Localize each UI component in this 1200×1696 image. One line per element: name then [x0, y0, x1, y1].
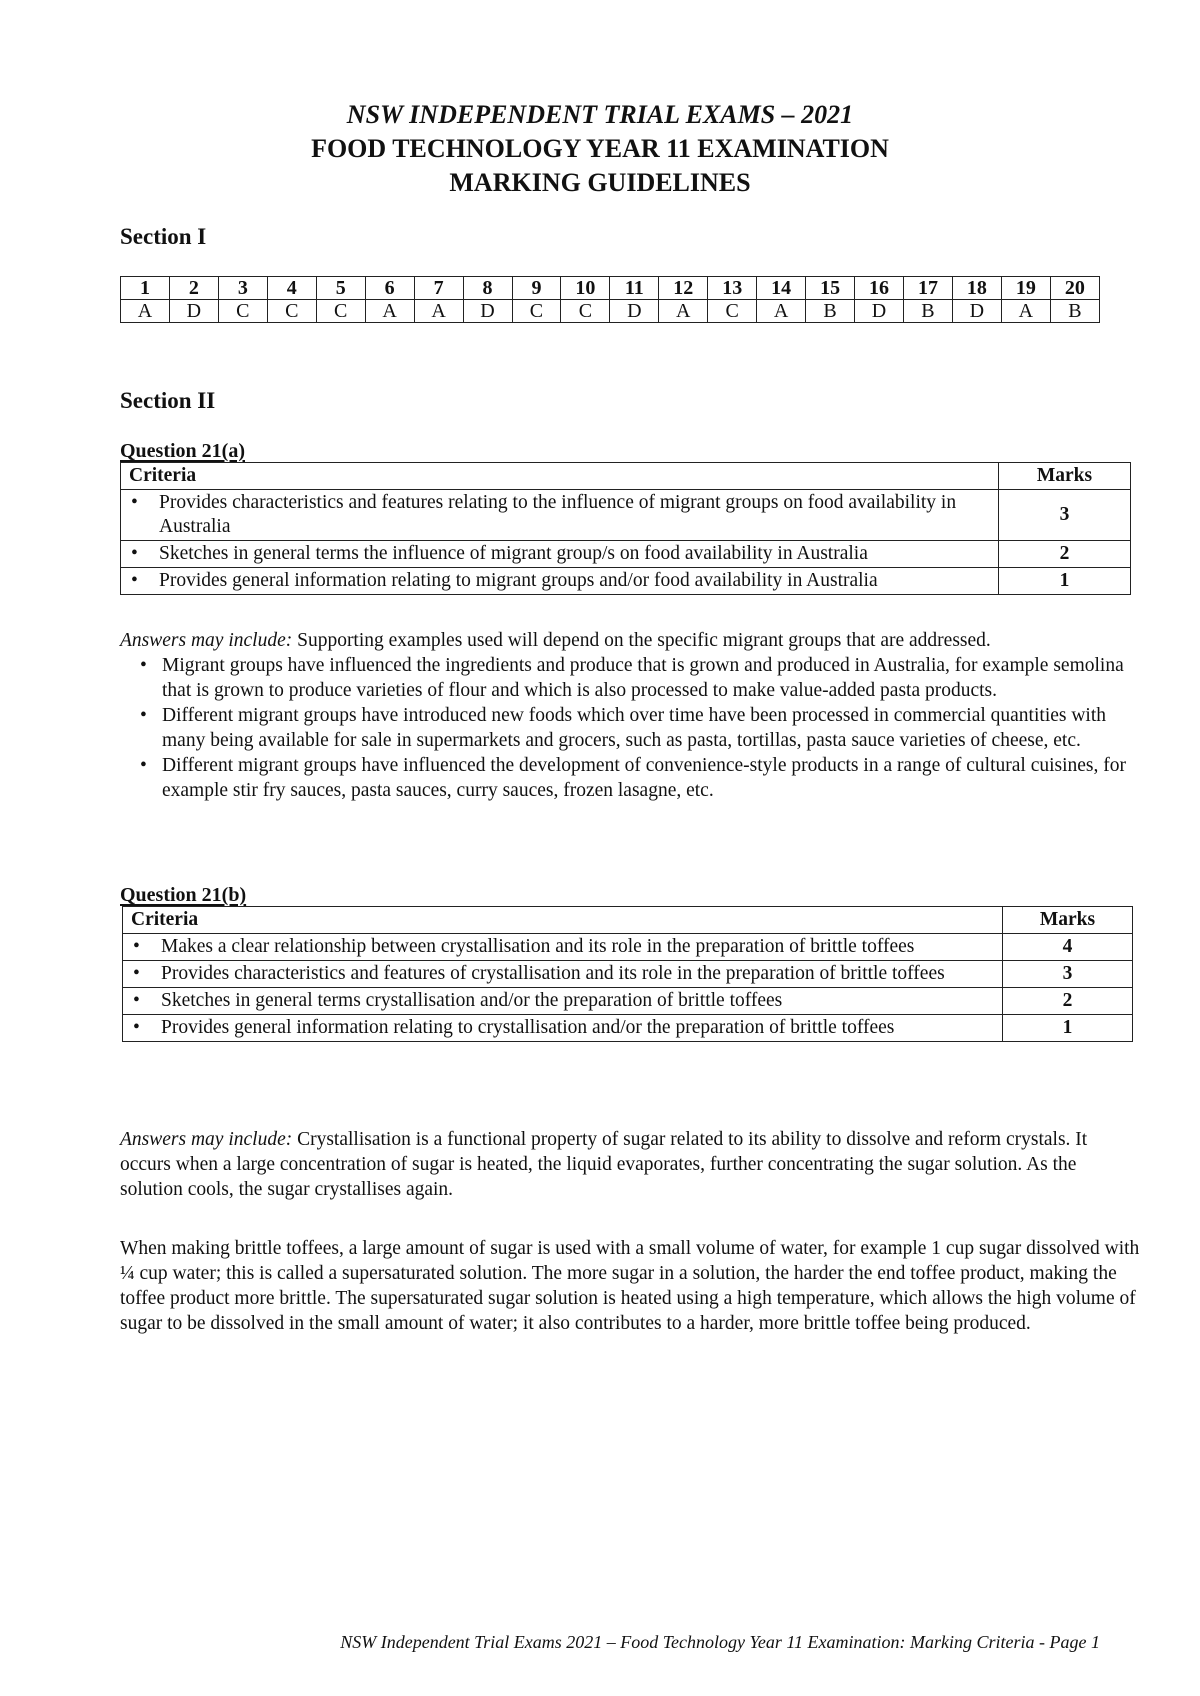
- criteria-cell: [123, 988, 1003, 1015]
- question-21a-label: Question 21(a): [120, 440, 245, 462]
- answer-cell: A: [1001, 300, 1050, 323]
- question-21b-paragraph: When making brittle toffees, a large amount of sugar is used with a small volume of water, for example 1 cup sugar dissolved with ¼ cup water; this is called a supersaturated solution. The more sugar in a solution, the harder the end toffee product, making the toffee product more brittle. The supersaturated sugar solution is heated using a high temperature, which allows the high volume of sugar to be dissolved in the small amount of water; it also contributes to a harder, more brittle toffee being produced.: [120, 1238, 1140, 1334]
- answer-cell: C: [218, 300, 267, 323]
- question-number-cell: 20: [1050, 277, 1099, 300]
- answer-cell: D: [463, 300, 512, 323]
- answer-point-text: Migrant groups have influenced the ingredients and produce that is grown and produced in Australia, for example semolina that is grown to produce varieties of flour and which is also processed to make value-added pasta products.: [162, 655, 1124, 701]
- criteria-row: [121, 541, 1131, 568]
- bullet-icon: •: [140, 655, 147, 676]
- question-21a-answers-intro: [120, 628, 1130, 653]
- criteria-item: [129, 542, 990, 566]
- question-number-cell: 6: [365, 277, 414, 300]
- criteria-cell: [123, 934, 1003, 961]
- marks-cell: 1: [999, 568, 1131, 595]
- section-1-heading: Section I: [120, 224, 207, 249]
- question-number-cell: 13: [708, 277, 757, 300]
- answer-cell: D: [855, 300, 904, 323]
- answer-cell: B: [1050, 300, 1099, 323]
- question-number-cell: 2: [169, 277, 218, 300]
- marks-cell: 2: [999, 541, 1131, 568]
- question-21a-criteria-table: [120, 462, 1131, 595]
- criteria-cell: [123, 1015, 1003, 1042]
- question-number-cell: 5: [316, 277, 365, 300]
- question-21a-answer-points: [120, 653, 1130, 803]
- bullet-icon: •: [133, 936, 140, 957]
- criteria-item: [129, 569, 990, 593]
- criteria-row: [121, 490, 1131, 541]
- criteria-item: [131, 962, 994, 986]
- answer-cell: D: [952, 300, 1001, 323]
- bullet-icon: •: [133, 963, 140, 984]
- marks-header: Marks: [1003, 907, 1133, 934]
- question-21b-criteria-table: [122, 906, 1133, 1042]
- bullet-icon: •: [131, 543, 138, 564]
- bullet-icon: •: [133, 990, 140, 1011]
- answer-point-text: Different migrant groups have influenced the development of convenience-style products in a range of cultural cuisines, for example stir fry sauces, pasta sauces, curry sauces, frozen lasagne, etc.: [162, 755, 1127, 801]
- header-line-exam: NSW INDEPENDENT TRIAL EXAMS – 2021: [346, 100, 854, 129]
- answer-cell: B: [806, 300, 855, 323]
- question-number-cell: 17: [904, 277, 953, 300]
- marks-cell: 4: [1003, 934, 1133, 961]
- answer-cell: A: [365, 300, 414, 323]
- answer-cell: A: [121, 300, 170, 323]
- criteria-text: Provides general information relating to crystallisation and/or the preparation of brittle toffees: [161, 1017, 895, 1038]
- bullet-icon: •: [140, 705, 147, 726]
- answer-cell: C: [267, 300, 316, 323]
- criteria-row: [121, 568, 1131, 595]
- criteria-item: [131, 935, 994, 959]
- answer-cell: C: [316, 300, 365, 323]
- question-number-cell: 15: [806, 277, 855, 300]
- answer-row: [121, 300, 1100, 323]
- question-number-cell: 18: [952, 277, 1001, 300]
- question-number-cell: 4: [267, 277, 316, 300]
- question-21b-label: Question 21(b): [120, 884, 247, 906]
- answers-intro-text: Supporting examples used will depend on the specific migrant groups that are addressed.: [292, 630, 991, 651]
- answer-cell: A: [414, 300, 463, 323]
- criteria-text: Makes a clear relationship between crystallisation and its role in the preparation of brittle toffees: [161, 936, 915, 957]
- answer-cell: C: [512, 300, 561, 323]
- criteria-text: Sketches in general terms crystallisation and/or the preparation of brittle toffees: [161, 990, 783, 1011]
- question-number-cell: 10: [561, 277, 610, 300]
- criteria-item: [131, 1016, 994, 1040]
- answer-cell: C: [561, 300, 610, 323]
- answer-cell: D: [610, 300, 659, 323]
- answers-lead: Answers may include:: [120, 630, 293, 651]
- criteria-cell: [121, 490, 999, 541]
- answer-cell: B: [904, 300, 953, 323]
- answers-intro-text: Crystallisation is a functional property of sugar related to its ability to dissolve and reform crystals. It occurs when a large concentration of sugar is heated, the liquid evaporates, further concentrating the sugar solution. As the solution cools, the sugar crystallises again.: [120, 1129, 1088, 1200]
- question-number-cell: 16: [855, 277, 904, 300]
- criteria-row: [123, 988, 1133, 1015]
- criteria-text: Provides general information relating to migrant groups and/or food availability in Australia: [159, 570, 878, 591]
- bullet-icon: •: [140, 755, 147, 776]
- marks-cell: 3: [1003, 961, 1133, 988]
- header-line-subject: FOOD TECHNOLOGY YEAR 11 EXAMINATION: [311, 134, 889, 163]
- answer-point: [120, 653, 1130, 703]
- question-number-cell: 19: [1001, 277, 1050, 300]
- bullet-icon: •: [133, 1017, 140, 1038]
- answer-point: [120, 703, 1130, 753]
- criteria-item: [131, 989, 994, 1013]
- criteria-row: [123, 934, 1133, 961]
- marks-cell: 1: [1003, 1015, 1133, 1042]
- question-number-cell: 8: [463, 277, 512, 300]
- criteria-row: [123, 961, 1133, 988]
- answers-lead: Answers may include:: [120, 1129, 293, 1150]
- criteria-cell: [123, 961, 1003, 988]
- header-line-guidelines: MARKING GUIDELINES: [449, 168, 751, 197]
- criteria-text: Provides characteristics and features relating to the influence of migrant groups on food availability in Australia: [159, 492, 957, 537]
- criteria-text: Provides characteristics and features of crystallisation and its role in the preparation of brittle toffees: [161, 963, 945, 984]
- question-number-cell: 12: [659, 277, 708, 300]
- answer-cell: D: [169, 300, 218, 323]
- marks-cell: 2: [1003, 988, 1133, 1015]
- criteria-text: Sketches in general terms the influence of migrant group/s on food availability in Australia: [159, 543, 868, 564]
- answer-point: [120, 753, 1130, 803]
- question-number-cell: 9: [512, 277, 561, 300]
- question-number-row: [121, 277, 1100, 300]
- document-header: [0, 98, 1200, 200]
- bullet-icon: •: [131, 492, 138, 513]
- answer-cell: A: [757, 300, 806, 323]
- criteria-header: Criteria: [123, 907, 1003, 934]
- answer-cell: C: [708, 300, 757, 323]
- section-2-heading: Section II: [120, 388, 216, 413]
- answer-point-text: Different migrant groups have introduced new foods which over time have been processed in commercial quantities with many being available for sale in supermarkets and grocers, such as pasta, tortillas, pasta sauce varieties of cheese, etc.: [162, 705, 1107, 751]
- question-21b-answers-intro: [120, 1127, 1130, 1202]
- marks-cell: 3: [999, 490, 1131, 541]
- criteria-item: [129, 491, 990, 539]
- criteria-row: [123, 1015, 1133, 1042]
- question-number-cell: 3: [218, 277, 267, 300]
- answer-cell: A: [659, 300, 708, 323]
- question-number-cell: 14: [757, 277, 806, 300]
- question-number-cell: 1: [121, 277, 170, 300]
- question-number-cell: 7: [414, 277, 463, 300]
- criteria-cell: [121, 541, 999, 568]
- page-footer: NSW Independent Trial Exams 2021 – Food Technology Year 11 Examination: Marking Criteria - Page 1: [340, 1632, 1100, 1652]
- marks-header: Marks: [999, 463, 1131, 490]
- question-number-cell: 11: [610, 277, 659, 300]
- criteria-cell: [121, 568, 999, 595]
- section-1-answer-table: [120, 276, 1100, 323]
- criteria-header: Criteria: [121, 463, 999, 490]
- bullet-icon: •: [131, 570, 138, 591]
